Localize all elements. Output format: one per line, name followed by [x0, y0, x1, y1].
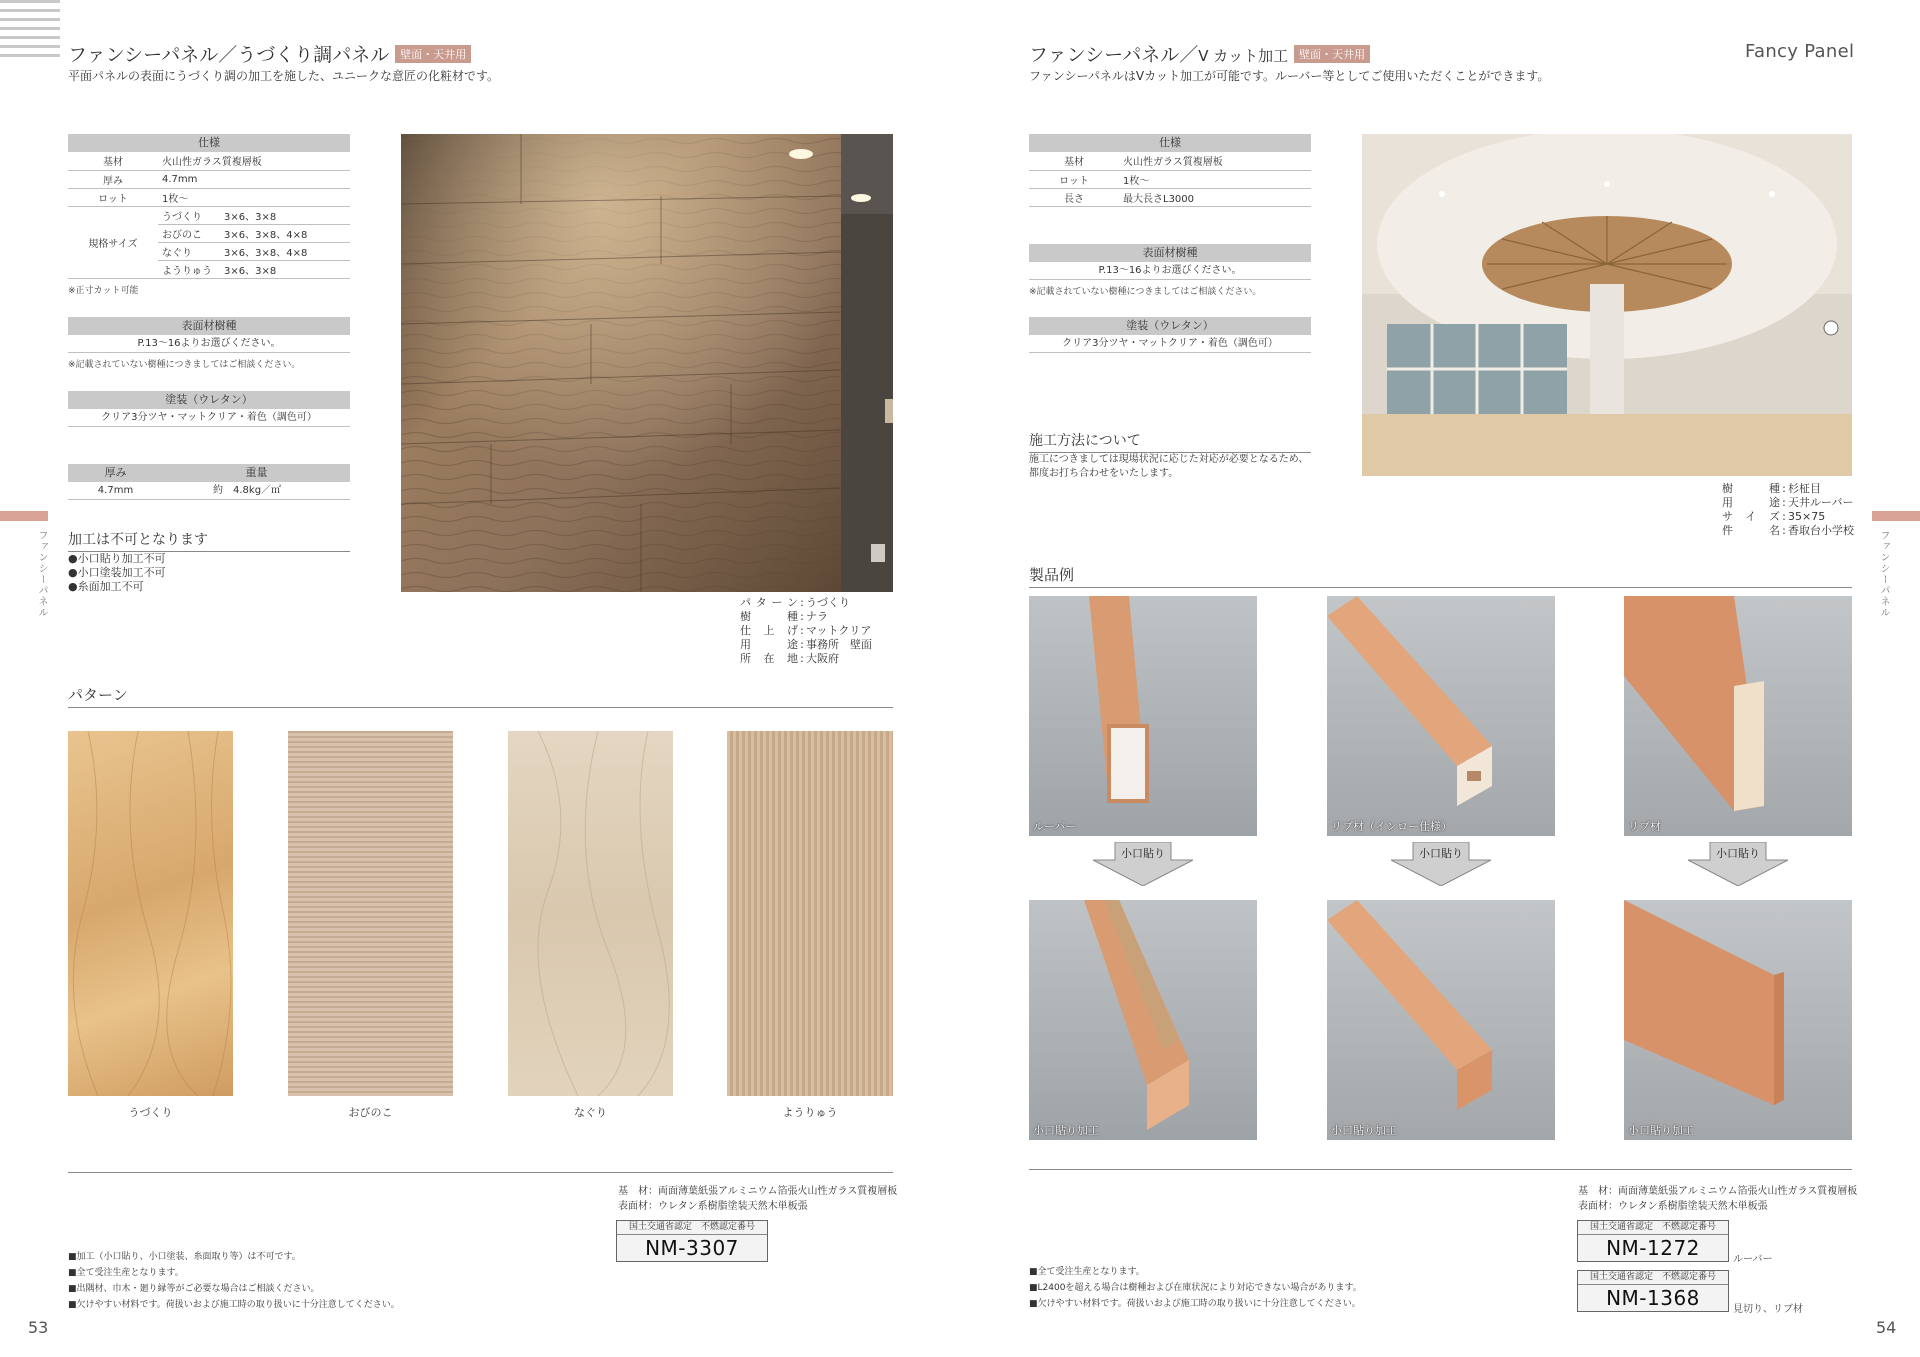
- processing-title: 加工は不可となります: [68, 529, 350, 552]
- side-tab-left: [0, 511, 48, 521]
- photo-caption-right: 樹種 : 杉柾目 用途 : 天井ルーバー サイズ : 35×75 件名 : 香取台小学校: [1722, 482, 1854, 537]
- pattern-section-head: [68, 684, 893, 708]
- arrow-down-2: 小口貼り: [1391, 842, 1491, 886]
- title-text: ファンシーパネル／うづくり調パネル: [68, 44, 390, 66]
- list-item: ●小口塗装加工不可: [68, 566, 166, 579]
- size-group: [68, 207, 350, 280]
- notes-right: ■全て受注生産となります。 ■L2400を超える場合は樹種および在庫状況により対応できない場合があります。 ■欠けやすい材料です。荷扱いおよび施工時の取り扱いに十分注意してください。: [1029, 1267, 1362, 1309]
- arrow-down-1: 小口貼り: [1093, 842, 1193, 886]
- page-number-right: 54: [1876, 1318, 1897, 1337]
- subtitle-right: ファンシーパネルはVカット加工が可能です。ルーバー等としてご使用いただくことができます。: [1029, 69, 1550, 83]
- decorative-stripes: [0, 0, 60, 60]
- examples-title: 製品例: [1029, 564, 1852, 588]
- cert-badge-rib: 国土交通省認定 不燃認定番号 NM-1368: [1577, 1270, 1729, 1312]
- table-row: おびのこ 3×6、3×8、4×8: [158, 225, 350, 243]
- method-title: 施工方法について: [1029, 430, 1311, 453]
- pattern-title: パターン: [68, 684, 893, 708]
- usage-tag: 壁面・天井用: [1294, 45, 1370, 63]
- table-row: なぐり 3×6、3×8、4×8: [158, 243, 350, 261]
- product-photo-louver: ルーバー: [1029, 596, 1257, 836]
- materials-right: 基 材：両面薄葉紙張アルミニウム箔張火山性ガラス質複層板 表面材：ウレタン系樹脂塗装天然木単板張: [1578, 1186, 1858, 1212]
- arrow-down-3: 小口貼り: [1688, 842, 1788, 886]
- product-photo-rib-inro: リブ材（インロー仕様）: [1327, 596, 1555, 836]
- weight-header: 厚み 重量: [68, 464, 350, 482]
- pattern-sample-obinoko: [288, 731, 453, 1096]
- page-title-left: [68, 40, 471, 67]
- usage-tag: 壁面・天井用: [395, 45, 471, 63]
- spec-note: ※正寸カット可能: [68, 286, 139, 296]
- table-row: ロット 1枚～: [1029, 170, 1311, 188]
- table-row: 厚み 4.7mm: [68, 170, 350, 188]
- species-note: ※記載されていない樹種につきましてはご相談ください。: [68, 360, 301, 370]
- photo-caption-left: パターン : うづくり 樹種 : ナラ 仕上げ : マットクリア 用途 : 事務所 壁面 所在地 : 大阪府: [740, 596, 872, 665]
- coating-header: 塗装（ウレタン）: [68, 391, 350, 409]
- cert-note: 見切り、リブ材: [1733, 1304, 1803, 1315]
- species-header: 表面材樹種: [68, 317, 350, 335]
- coating-box-right: 塗装（ウレタン） クリア3分ツヤ・マットクリア・着色（調色可）: [1029, 317, 1311, 353]
- page-number-left: 53: [28, 1318, 49, 1337]
- coating-box-left: [68, 391, 350, 427]
- list-item: ●小口貼り加工不可: [68, 552, 166, 565]
- spec-table-left: [68, 134, 350, 296]
- side-tab-right: [1872, 511, 1920, 521]
- wall-photo: [401, 134, 893, 592]
- table-row: 長さ 最大長さL3000: [1029, 188, 1311, 206]
- ceiling-photo-image: [1362, 134, 1852, 476]
- brand-label: Fancy Panel: [1745, 41, 1855, 62]
- table-row: うづくり 3×6、3×8: [158, 207, 350, 225]
- product-photo-rib-edged: 小口貼り加工: [1624, 900, 1852, 1140]
- ceiling-photo: [1362, 134, 1852, 476]
- table-row: 基材 火山性ガラス質複層板: [68, 152, 350, 170]
- spec-header: 仕様: [68, 134, 350, 152]
- page-title-right: ファンシーパネル／V カット加工 壁面・天井用: [1029, 40, 1370, 67]
- method-section: 施工方法について 施工につきましては現場状況に応じた対応が必要となるため、 都度お打ち合わせをいたします。: [1029, 430, 1311, 481]
- pattern-label: おびのこ: [348, 1106, 393, 1119]
- species-box-left: [68, 317, 350, 370]
- list-item: ●糸面加工不可: [68, 580, 144, 593]
- spec-table-right: [1029, 134, 1311, 207]
- table-row: 基材 火山性ガラス質複層板: [1029, 152, 1311, 170]
- weight-table: [68, 464, 350, 500]
- notes-left: ■加工（小口貼り、小口塗装、糸面取り等）は不可です。 ■全て受注生産となります。 ■出隅材、巾木・廻り縁等がご必要な場合はご相談ください。 ■欠けやすい材料です。荷扱いおよび施工時の取り扱いに十分注意してください。: [68, 1252, 400, 1310]
- species-box-right: 表面材樹種 P.13～16よりお選びください。 ※記載されていない樹種につきましてはご相談ください。: [1029, 244, 1311, 297]
- subtitle-left: 平面パネルの表面にうづくり調の加工を施した、ユニークな意匠の化粧材です。: [68, 69, 500, 83]
- weight-row: 4.7mm 約 4.8kg／㎡: [68, 482, 350, 500]
- wall-photo-image: [401, 134, 893, 592]
- side-label-left: ファンシーパネル: [36, 530, 47, 618]
- side-label-right: ファンシーパネル: [1878, 530, 1889, 618]
- pattern-label: なぐり: [574, 1106, 607, 1119]
- size-label: 規格サイズ: [68, 207, 158, 280]
- processing-section: [68, 529, 350, 594]
- divider: [1029, 1169, 1852, 1170]
- examples-section-head: [1029, 564, 1852, 588]
- coating-value: クリア3分ツヤ・マットクリア・着色（調色可）: [68, 409, 350, 427]
- cert-badge-louver: 国土交通省認定 不燃認定番号 NM-1272: [1577, 1220, 1729, 1262]
- cert-badge-left: 国土交通省認定 不燃認定番号 NM-3307: [616, 1220, 768, 1262]
- divider: [68, 1172, 893, 1173]
- species-value: P.13～16よりお選びください。: [68, 335, 350, 353]
- cert-note: ルーバー: [1733, 1254, 1773, 1265]
- pattern-label: うづくり: [128, 1106, 173, 1119]
- product-photo-louver-edged: 小口貼り加工: [1029, 900, 1257, 1140]
- spec-header: 仕様: [1029, 134, 1311, 152]
- table-row: ようりゅう 3×6、3×8: [158, 261, 350, 279]
- materials-left: 基 材：両面薄葉紙張アルミニウム箔張火山性ガラス質複層板 表面材：ウレタン系樹脂塗装天然木単板張: [618, 1186, 898, 1212]
- product-photo-rib: リブ材: [1624, 596, 1852, 836]
- product-photo-rib-inro-edged: 小口貼り加工: [1327, 900, 1555, 1140]
- pattern-label: ようりゅう: [782, 1106, 838, 1119]
- pattern-sample-youryuu: [727, 731, 893, 1096]
- pattern-sample-naguri: [508, 731, 673, 1096]
- table-row: ロット 1枚～: [68, 188, 350, 206]
- pattern-sample-uzukuri: [68, 731, 233, 1096]
